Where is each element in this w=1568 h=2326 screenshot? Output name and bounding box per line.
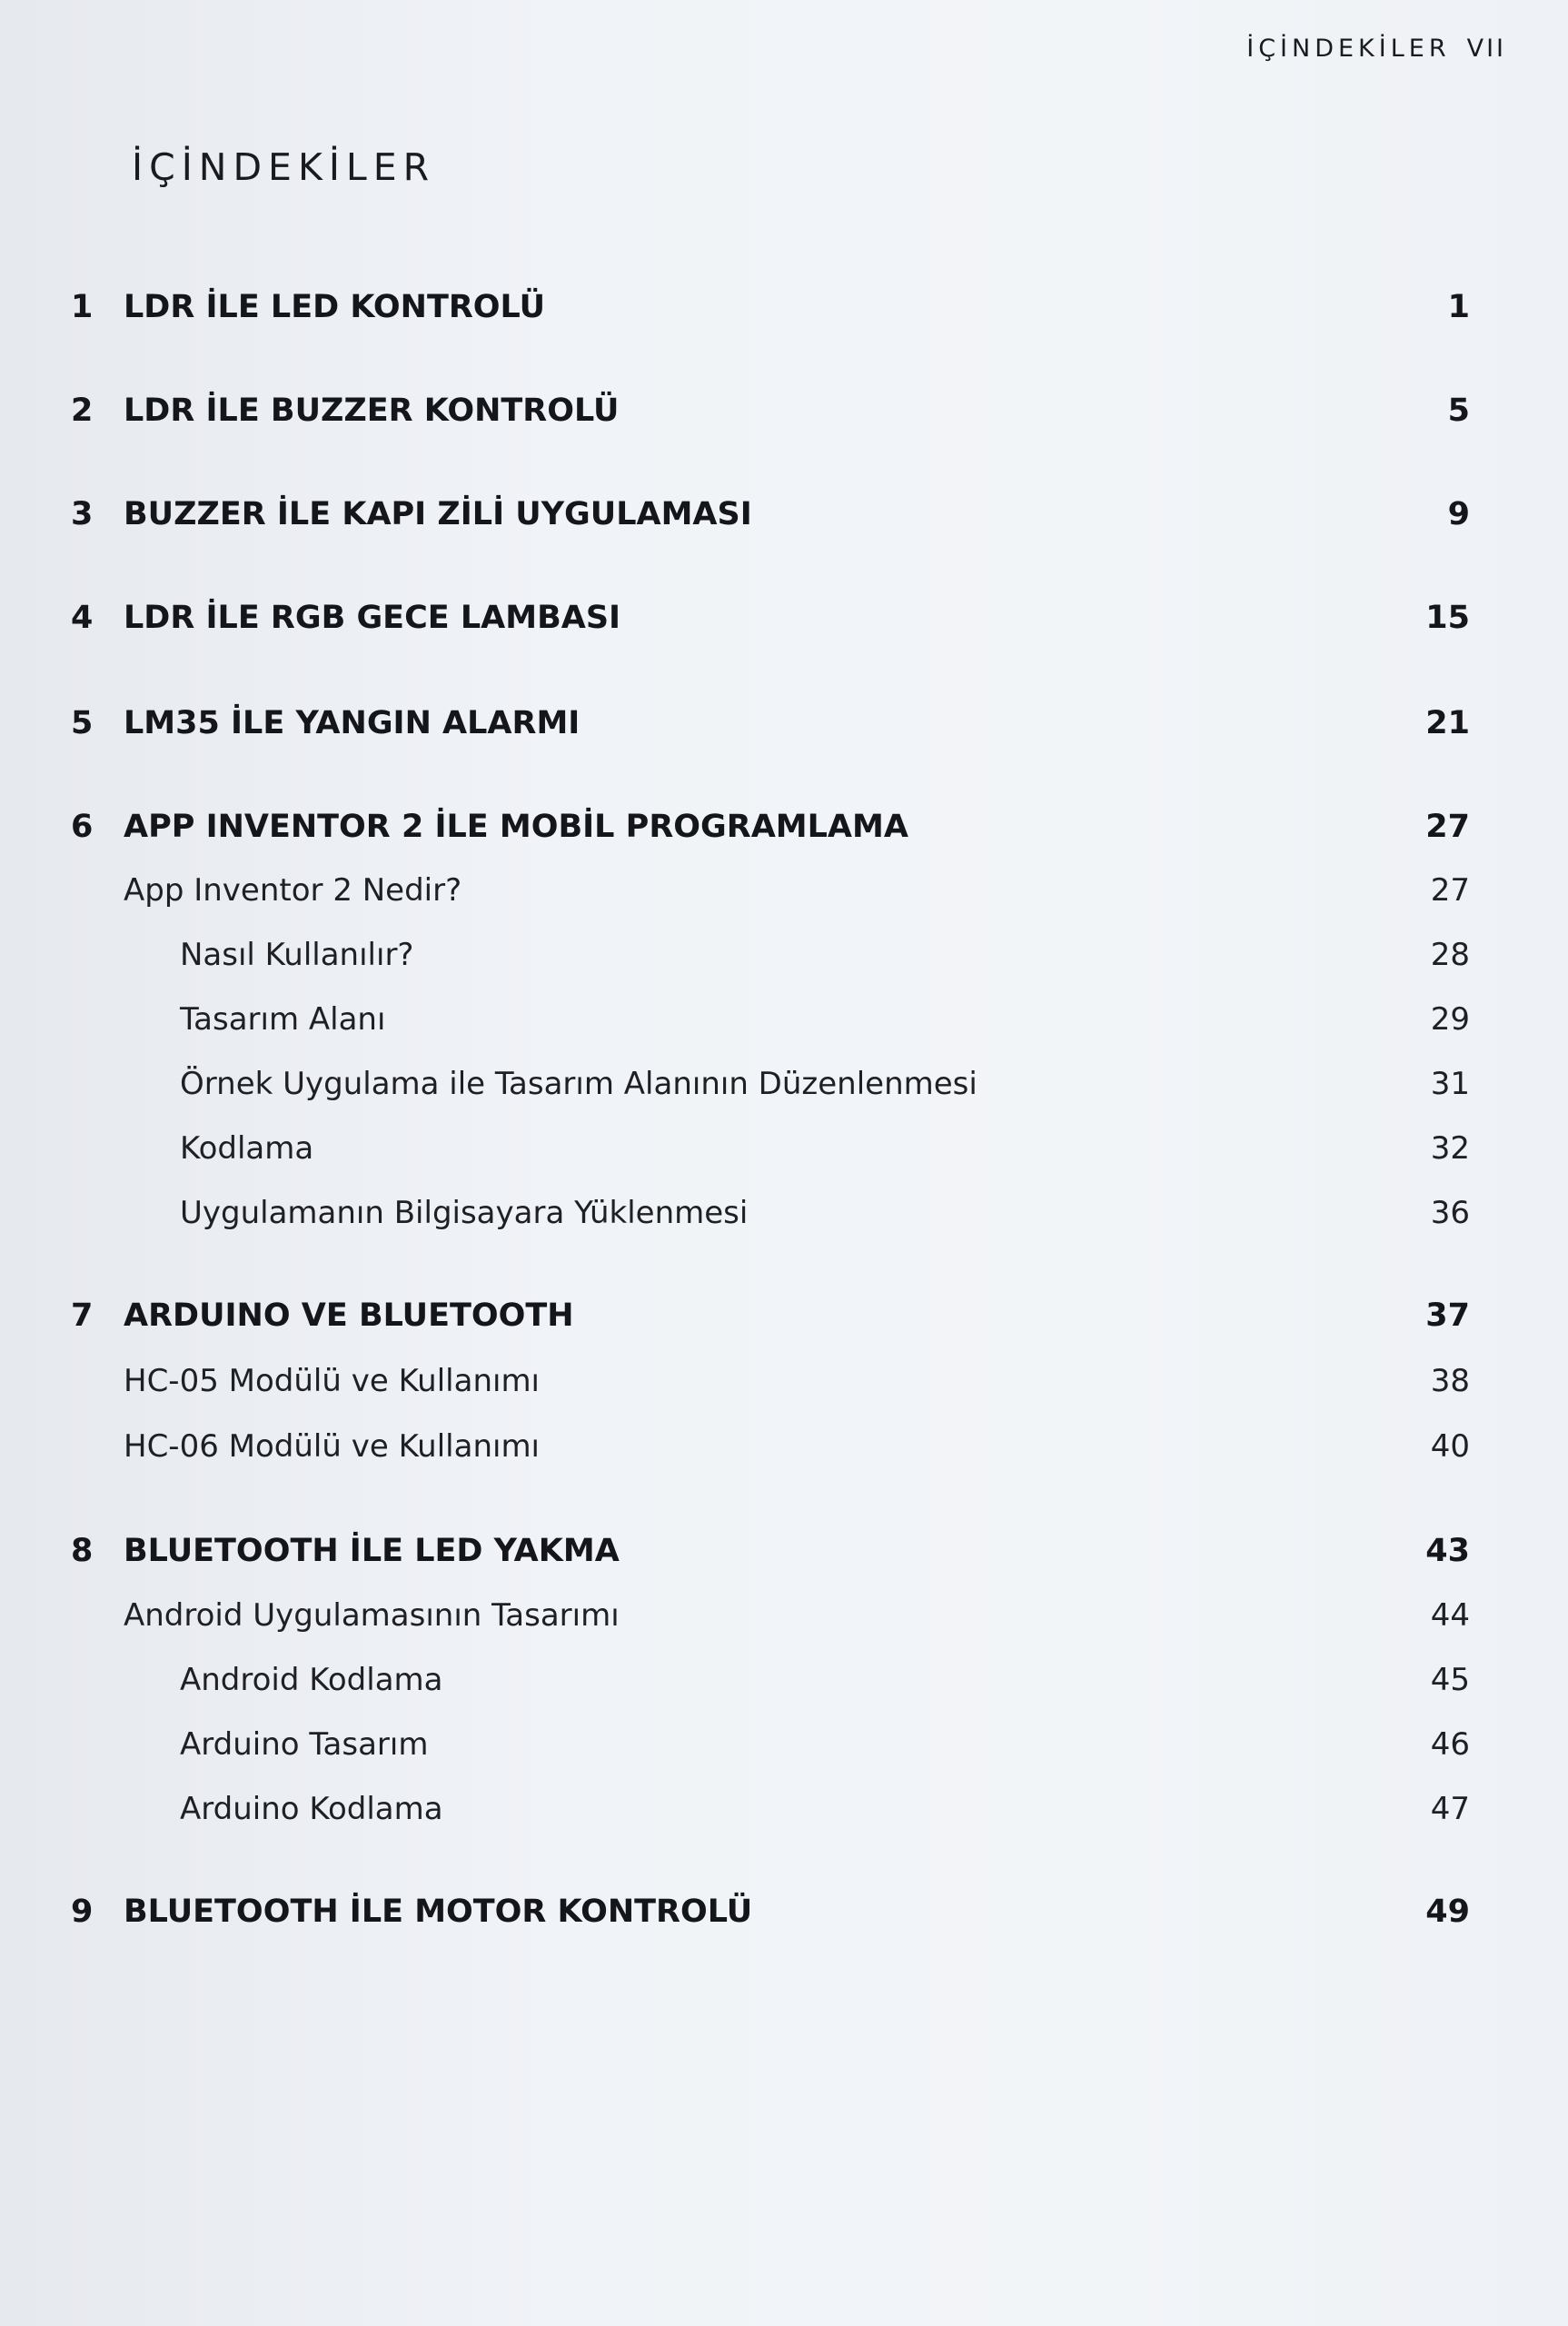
running-header — [1246, 35, 1506, 63]
chapter-title: LDR İLE RGB GECE LAMBASI — [124, 600, 621, 636]
toc-entry-subsection — [0, 1653, 1568, 1707]
page-number: 31 — [1430, 1066, 1470, 1102]
page-number: 43 — [1425, 1533, 1470, 1569]
page-number: 27 — [1425, 809, 1470, 845]
page-number: 36 — [1430, 1195, 1470, 1231]
page-number: 29 — [1430, 1001, 1470, 1038]
toc-entry-label — [71, 800, 908, 854]
toc-entry-chapter-7 — [0, 1288, 1568, 1343]
toc-entry-chapter-4 — [0, 591, 1568, 645]
chapter-number: 3 — [71, 496, 94, 532]
toc-entry-label — [71, 591, 620, 645]
toc-entry-section — [0, 863, 1568, 918]
page-number: 9 — [1447, 496, 1470, 532]
page-number: 38 — [1430, 1363, 1470, 1399]
page-number: 28 — [1430, 937, 1470, 973]
toc-entry-subsection — [0, 992, 1568, 1047]
section-title: HC-06 Modülü ve Kullanımı — [124, 1428, 541, 1465]
toc-entry-label — [71, 1524, 620, 1578]
chapter-number: 4 — [71, 600, 94, 636]
section-title: HC-05 Modülü ve Kullanımı — [124, 1363, 541, 1399]
chapter-title: LM35 İLE YANGIN ALARMI — [124, 705, 581, 741]
chapter-title: BUZZER İLE KAPI ZİLİ UYGULAMASI — [124, 496, 752, 532]
toc-entry-subsection — [0, 1186, 1568, 1240]
toc-entry-label — [71, 487, 752, 542]
running-header-title: İÇİNDEKİLER — [1246, 35, 1451, 63]
page-number: 47 — [1430, 1791, 1470, 1827]
section-title: Android Uygulamasının Tasarımı — [124, 1597, 620, 1634]
chapter-number: 9 — [71, 1894, 94, 1930]
page-folio: VII — [1466, 35, 1506, 63]
toc-entry-subsection — [0, 1121, 1568, 1176]
toc-entry-chapter-2 — [0, 383, 1568, 438]
page-number: 45 — [1430, 1662, 1470, 1698]
toc-entry-label — [71, 383, 619, 438]
subsection-title: Uygulamanın Bilgisayara Yüklenmesi — [180, 1195, 749, 1231]
toc-entry-label — [71, 280, 545, 334]
chapter-number: 6 — [71, 809, 94, 845]
chapter-number: 7 — [71, 1297, 94, 1334]
subsection-title: Arduino Tasarım — [180, 1726, 429, 1763]
page-number: 27 — [1430, 872, 1470, 909]
subsection-title: Örnek Uygulama ile Tasarım Alanının Düzenlenmesi — [180, 1066, 978, 1102]
page-number: 15 — [1425, 600, 1470, 636]
subsection-title: Tasarım Alanı — [180, 1001, 386, 1038]
subsection-title: Arduino Kodlama — [180, 1791, 443, 1827]
chapter-number: 8 — [71, 1533, 94, 1569]
toc-entry-subsection — [0, 928, 1568, 982]
toc-entry-chapter-8 — [0, 1524, 1568, 1578]
page-number: 32 — [1430, 1130, 1470, 1167]
page-number: 46 — [1430, 1726, 1470, 1763]
toc-entry-chapter-9 — [0, 1884, 1568, 1939]
page-number: 5 — [1447, 393, 1470, 429]
page-number: 49 — [1425, 1894, 1470, 1930]
toc-title: İÇİNDEKİLER — [132, 145, 436, 189]
page-number: 21 — [1425, 705, 1470, 741]
toc-entry-chapter-3 — [0, 487, 1568, 542]
section-title: App Inventor 2 Nedir? — [124, 872, 462, 909]
toc-entry-section — [0, 1354, 1568, 1408]
chapter-number: 5 — [71, 705, 94, 741]
subsection-title: Android Kodlama — [180, 1662, 443, 1698]
toc-entry-subsection — [0, 1782, 1568, 1836]
toc-entry-chapter-6 — [0, 800, 1568, 854]
page-number: 1 — [1447, 289, 1470, 325]
subsection-title: Kodlama — [180, 1130, 314, 1167]
chapter-title: ARDUINO VE BLUETOOTH — [124, 1297, 574, 1334]
toc-entry-section — [0, 1419, 1568, 1474]
page-number: 44 — [1430, 1597, 1470, 1634]
toc-entry-section — [0, 1588, 1568, 1643]
chapter-number: 1 — [71, 289, 94, 325]
page-number: 40 — [1430, 1428, 1470, 1465]
subsection-title: Nasıl Kullanılır? — [180, 937, 414, 973]
toc-entry-label — [71, 1884, 752, 1939]
toc-entry-label — [71, 696, 580, 750]
toc-entry-subsection — [0, 1057, 1568, 1111]
chapter-title: BLUETOOTH İLE MOTOR KONTROLÜ — [124, 1894, 753, 1930]
toc-entry-chapter-5 — [0, 696, 1568, 750]
toc-entry-chapter-1 — [0, 280, 1568, 334]
page-number: 37 — [1425, 1297, 1470, 1334]
chapter-title: APP INVENTOR 2 İLE MOBİL PROGRAMLAMA — [124, 809, 908, 845]
chapter-title: BLUETOOTH İLE LED YAKMA — [124, 1533, 620, 1569]
toc-entry-subsection — [0, 1717, 1568, 1772]
toc-entry-label — [71, 1288, 574, 1343]
chapter-number: 2 — [71, 393, 94, 429]
chapter-title: LDR İLE BUZZER KONTROLÜ — [124, 393, 620, 429]
chapter-title: LDR İLE LED KONTROLÜ — [124, 289, 546, 325]
